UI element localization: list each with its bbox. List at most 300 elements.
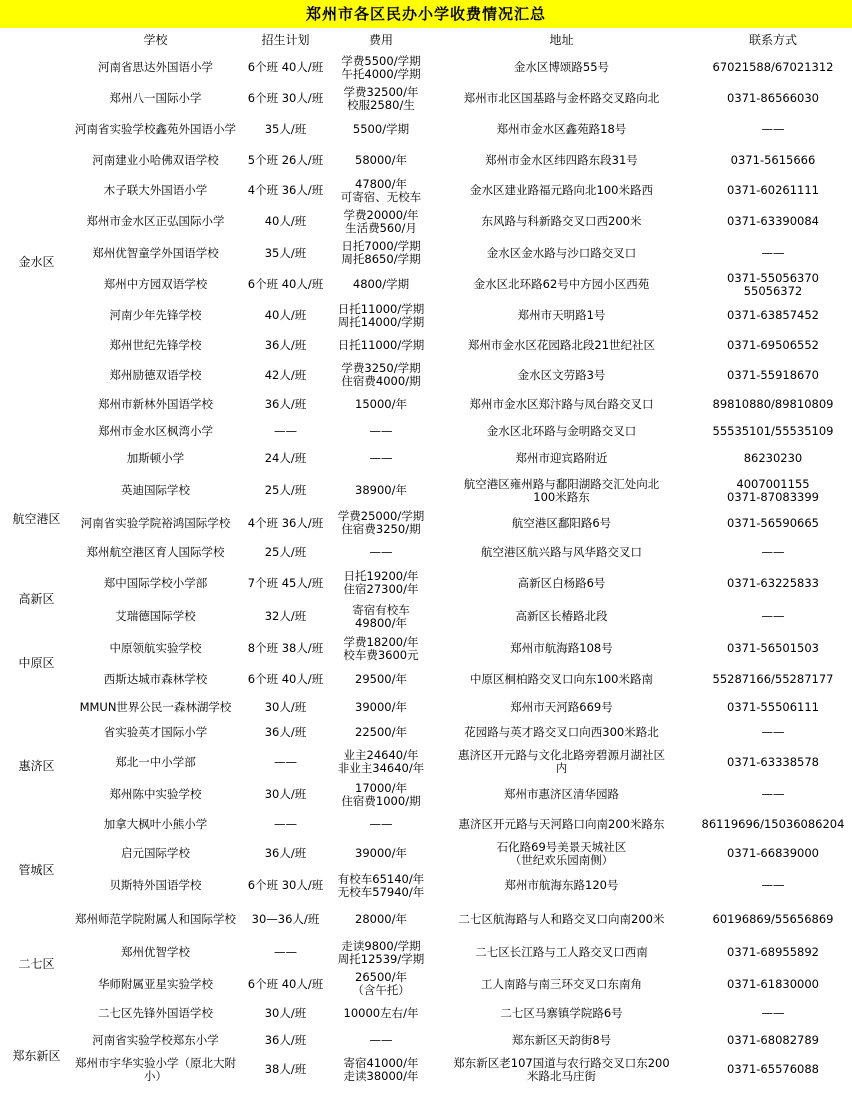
- fee-cell: [333, 1027, 429, 1053]
- fee-line: 住宿费1000/期: [341, 793, 421, 808]
- address-line: 高新区白杨路6号: [517, 575, 606, 590]
- plan-header: 招生计划: [261, 32, 310, 47]
- address-line: 二七区长江路与工人路交叉口西南: [475, 945, 648, 959]
- address-line: 郑州市金水区花园路北段21世纪社区: [467, 338, 656, 352]
- fee-line: 5500/学期: [352, 122, 410, 136]
- address-line: 二七区马寨镇学院路6号: [500, 1006, 623, 1020]
- fee-line: 学费20000/年: [343, 207, 419, 222]
- address-cell: [429, 508, 694, 538]
- fee-cell: [333, 633, 429, 664]
- contact-cell: [694, 538, 852, 566]
- contact-line: 0371-55506111: [727, 699, 819, 714]
- plan-cell: 30人/班: [264, 699, 307, 714]
- plan-cell: 6个班 30人/班: [247, 91, 324, 105]
- address-line: 航空港区航兴路与风华路交叉口: [481, 544, 642, 559]
- school-cell: 郑州优智学校: [121, 945, 190, 959]
- contact-line: 4007001155: [736, 476, 810, 491]
- fee-line: 周托8650/学期: [341, 252, 421, 266]
- contact-cell: [694, 237, 852, 269]
- fee-cell: [333, 175, 429, 206]
- plan-cell: 25人/班: [264, 544, 307, 559]
- address-cell: [429, 937, 694, 968]
- fee-line: 无校车57940/年: [337, 884, 425, 899]
- fee-cell: [333, 114, 429, 145]
- address-line: 惠济区开元路与文化北路旁碧源月湖社区: [458, 748, 665, 762]
- fee-cell: [333, 52, 429, 83]
- address-line: 郑州市金水区郑汴路与凤台路交叉口: [469, 396, 654, 411]
- table-row: [0, 664, 852, 694]
- contact-cell: [694, 390, 852, 418]
- contact-line: 0371-65576088: [727, 1062, 819, 1076]
- address-cell: [429, 600, 694, 633]
- contact-line: ——: [761, 787, 785, 801]
- fee-cell: [333, 664, 429, 694]
- district-cell: 郑东新区: [12, 1049, 61, 1063]
- contact-line: 0371-55918670: [727, 367, 819, 382]
- school-cell: 郑州航空港区育人国际学校: [86, 544, 225, 559]
- fee-line: 47800/年: [355, 176, 407, 191]
- school-cell: 郑州中方园双语学校: [103, 277, 208, 291]
- plan-cell: 7个班 45人/班: [247, 575, 324, 590]
- contact-cell: [694, 145, 852, 175]
- fee-cell: [333, 1000, 429, 1027]
- district-cell: 高新区: [18, 592, 55, 606]
- plan-cell: 42人/班: [264, 367, 307, 382]
- table-row: [0, 175, 852, 206]
- plan-cell: 40人/班: [264, 308, 307, 322]
- contact-line: 67021588/67021312: [712, 60, 834, 74]
- fee-cell: [333, 418, 429, 444]
- contact-cell: [694, 508, 852, 538]
- school-cell: 河南建业小哈佛双语学校: [92, 152, 219, 167]
- school-cell: 郑北一中小学部: [115, 754, 196, 769]
- table-row: [0, 331, 852, 360]
- fee-line: 学费18200/年: [343, 634, 419, 649]
- contact-line: 0371-60261111: [727, 183, 819, 197]
- fee-cell: [333, 600, 429, 633]
- contact-cell: [694, 1027, 852, 1053]
- fee-line: 17000/年: [355, 780, 407, 795]
- table-row: [0, 114, 852, 145]
- plan-cell: 36人/班: [264, 338, 307, 352]
- fee-cell: [333, 720, 429, 745]
- fee-line: 校车费3600元: [343, 647, 419, 662]
- plan-cell: ——: [274, 423, 297, 438]
- contact-line: 55287166/55287177: [712, 671, 834, 686]
- address-line: 郑州市迎宾路附近: [515, 451, 608, 465]
- contact-line: 0371-56501503: [727, 641, 819, 655]
- contact-line: ——: [761, 544, 785, 559]
- address-line: 航空港区鄱阳路6号: [511, 515, 612, 530]
- address-cell: [429, 390, 694, 418]
- contact-line: 60196869/55656869: [712, 912, 834, 926]
- school-cell: 二七区先锋外国语学校: [98, 1006, 213, 1020]
- table-row: [0, 390, 852, 418]
- contact-cell: [694, 810, 852, 838]
- contact-line: ——: [761, 122, 785, 136]
- plan-cell: 35人/班: [264, 122, 307, 136]
- table-row: [0, 473, 852, 508]
- address-cell: [429, 473, 694, 508]
- school-cell: 贝斯特外国语学校: [109, 878, 202, 892]
- address-cell: [429, 52, 694, 83]
- table-row: [0, 538, 852, 566]
- fee-cell: [333, 902, 429, 937]
- address-line: 100米路东: [533, 489, 590, 504]
- address-line: 郑州市天明路1号: [517, 308, 606, 322]
- contact-header: 联系方式: [748, 32, 797, 47]
- plan-cell: 32人/班: [264, 609, 307, 623]
- table-body: [0, 52, 852, 1086]
- fee-line: 学费32500/年: [343, 84, 419, 99]
- contact-cell: [694, 664, 852, 694]
- table-row: [0, 937, 852, 968]
- address-cell: [429, 83, 694, 114]
- district-cell: 惠济区: [18, 758, 55, 773]
- address-cell: [429, 114, 694, 145]
- contact-line: ——: [761, 725, 785, 739]
- address-line: 金水区北环路与金明路交叉口: [486, 423, 637, 438]
- fee-line: 日托11000/学期: [337, 338, 425, 352]
- address-cell: [429, 720, 694, 745]
- table-row: [0, 902, 852, 937]
- contact-line: 86230230: [743, 451, 803, 465]
- address-line: 郑州市金水区鑫苑路18号: [496, 122, 627, 136]
- address-line: 郑东新区老107国道与农行路交叉口东200: [453, 1055, 670, 1070]
- fee-line: 26500/年: [355, 970, 407, 984]
- address-line: 花园路与英才路交叉口向西300米路北: [464, 725, 659, 739]
- table-row: [0, 83, 852, 114]
- district-header: [0, 28, 73, 52]
- contact-cell: [694, 779, 852, 810]
- fee-line: 日托11000/学期: [337, 301, 425, 316]
- contact-line: 0371-63225833: [727, 575, 819, 590]
- fee-line: 29500/年: [355, 671, 407, 686]
- school-cell: 郑州世纪先锋学校: [109, 338, 202, 352]
- district-cell: 航空港区: [12, 512, 61, 526]
- school-cell: 郑州陈中实验学校: [109, 787, 202, 801]
- address-line: 郑州市北区国基路与金杯路交叉路向北: [463, 91, 660, 105]
- fee-cell: [333, 145, 429, 175]
- plan-cell: 6个班 40人/班: [247, 277, 324, 291]
- school-cell: 加拿大枫叶小熊小学: [103, 816, 208, 831]
- plan-cell: ——: [274, 945, 297, 959]
- fee-line: 午托4000/学期: [341, 66, 421, 81]
- plan-cell: 36人/班: [264, 396, 307, 411]
- contact-cell: [694, 600, 852, 633]
- table-row: [0, 869, 852, 902]
- table-row: [0, 838, 852, 869]
- address-line: 金水区建业路福元路向北100米路西: [470, 183, 653, 197]
- contact-line: 0371-66839000: [727, 846, 819, 860]
- table-row: [0, 145, 852, 175]
- fee-line: 住宿费3250/期: [341, 522, 421, 536]
- contact-line: ——: [761, 878, 785, 892]
- address-cell: [429, 331, 694, 360]
- contact-line: 0371-63338578: [727, 754, 819, 769]
- contact-cell: [694, 331, 852, 360]
- contact-cell: [694, 300, 852, 331]
- table-row: [0, 1027, 852, 1053]
- address-cell: [429, 300, 694, 331]
- fee-line: ——: [369, 451, 393, 465]
- school-cell: 河南省实验学校鑫苑外国语小学: [75, 122, 236, 136]
- address-cell: [429, 145, 694, 175]
- contact-cell: [694, 360, 852, 390]
- contact-line: 0371-56590665: [727, 515, 819, 530]
- table-row: [0, 745, 852, 779]
- fee-line: 周托14000/学期: [337, 314, 425, 329]
- address-cell: [429, 566, 694, 600]
- plan-cell: 30人/班: [264, 1006, 307, 1020]
- fee-line: 学费3250/学期: [341, 361, 421, 375]
- plan-cell: 25人/班: [264, 483, 307, 497]
- address-line: 东风路与科新路交叉口西200米: [481, 214, 642, 228]
- fee-cell: [333, 83, 429, 114]
- table-row: [0, 694, 852, 720]
- contact-cell: [694, 694, 852, 720]
- fee-line: 走读38000/年: [343, 1068, 419, 1083]
- plan-cell: 36人/班: [264, 846, 307, 860]
- contact-line: 0371-69506552: [727, 338, 819, 352]
- header-row: [0, 28, 852, 52]
- school-cell: 郑州师范学院附属人和国际学校: [75, 912, 236, 926]
- table-row: [0, 720, 852, 745]
- fee-line: ——: [369, 1032, 393, 1047]
- contact-cell: [694, 206, 852, 237]
- contact-cell: [694, 444, 852, 473]
- table-row: [0, 300, 852, 331]
- school-cell: 中原领航实验学校: [109, 641, 202, 655]
- contact-line: 0371-61830000: [727, 976, 819, 991]
- fee-cell: [333, 566, 429, 600]
- address-line: 中原区桐柏路交叉口向东100米路南: [470, 671, 653, 686]
- fee-line: 58000/年: [355, 152, 407, 167]
- school-cell: 河南省思达外国语小学: [98, 60, 213, 74]
- contact-line: ——: [761, 1006, 785, 1020]
- fee-line: 有校车65140/年: [337, 871, 425, 886]
- fee-cell: [333, 444, 429, 473]
- school-cell: 郑州优智童学外国语学校: [92, 245, 219, 260]
- fee-line: 非业主34640/年: [337, 761, 425, 775]
- school-cell: 省实验英才国际小学: [103, 725, 208, 739]
- school-header: 学校: [143, 32, 168, 47]
- fee-line: ——: [369, 544, 393, 559]
- address-line: 金水区北环路62号中方园小区西苑: [473, 277, 650, 291]
- address-cell: [429, 810, 694, 838]
- fee-line: 10000左右/年: [343, 1006, 419, 1020]
- contact-cell: [694, 902, 852, 937]
- school-cell: 华师附属亚星实验学校: [98, 976, 213, 991]
- fee-cell: [333, 779, 429, 810]
- fee-cell: [333, 331, 429, 360]
- school-cell: 河南少年先锋学校: [109, 308, 202, 322]
- address-line: 米路北马庄街: [527, 1068, 596, 1083]
- contact-cell: [694, 869, 852, 902]
- address-cell: [429, 444, 694, 473]
- address-line: 金水区金水路与沙口路交叉口: [486, 245, 637, 260]
- fee-cell: [333, 937, 429, 968]
- table-row: [0, 1053, 852, 1086]
- contact-line: 0371-55056370: [727, 270, 819, 285]
- contact-cell: [694, 838, 852, 869]
- address-line: 金水区博颂路55号: [513, 60, 610, 74]
- fee-line: 日托19200/年: [343, 569, 419, 583]
- plan-cell: 36人/班: [264, 1032, 307, 1047]
- address-line: 郑州市金水区纬四路东段31号: [485, 152, 638, 167]
- plan-cell: 4个班 36人/班: [247, 515, 324, 530]
- address-cell: [429, 418, 694, 444]
- contact-line: 55056372: [743, 283, 803, 298]
- school-cell: 郑州市新林外国语学校: [98, 396, 213, 411]
- table-row: [0, 269, 852, 300]
- fee-line: ——: [369, 423, 393, 438]
- fee-cell: [333, 538, 429, 566]
- fee-line: 学费25000/学期: [337, 509, 425, 523]
- contact-cell: [694, 937, 852, 968]
- school-cell: 河南省实验学院裕鸿国际学校: [80, 515, 231, 530]
- fee-line: 业主24640/年: [343, 748, 419, 762]
- address-cell: [429, 360, 694, 390]
- address-cell: [429, 745, 694, 779]
- table-row: [0, 52, 852, 83]
- fee-line: 寄宿有校车: [352, 602, 410, 617]
- plan-cell: 36人/班: [264, 725, 307, 739]
- table-row: [0, 360, 852, 390]
- fee-line: 学费5500/学期: [341, 53, 421, 68]
- school-cell: 启元国际学校: [121, 846, 190, 860]
- fee-line: 走读9800/学期: [341, 938, 421, 953]
- address-line: 高新区长椿路北段: [515, 609, 608, 623]
- contact-line: 0371-68955892: [727, 945, 819, 959]
- address-cell: [429, 269, 694, 300]
- address-line: 郑东新区天韵街8号: [511, 1032, 612, 1047]
- school-cell: 英迪国际学校: [121, 483, 190, 497]
- plan-cell: 40人/班: [264, 214, 307, 228]
- address-line: 航空港区雍州路与鄱阳湖路交汇处向北: [463, 476, 660, 491]
- fee-cell: [333, 269, 429, 300]
- contact-cell: [694, 114, 852, 145]
- table-row: [0, 444, 852, 473]
- fee-line: 39000/年: [355, 699, 407, 714]
- address-cell: [429, 838, 694, 869]
- plan-cell: 6个班 40人/班: [247, 671, 324, 686]
- school-cell: 艾瑞德国际学校: [115, 609, 196, 623]
- school-cell: 河南省实验学校郑东小学: [92, 1032, 219, 1047]
- address-cell: [429, 1000, 694, 1027]
- fee-table: [0, 28, 852, 1086]
- fee-cell: [333, 838, 429, 869]
- plan-cell: 24人/班: [264, 451, 307, 465]
- contact-line: ——: [761, 609, 785, 623]
- fee-line: 周托12539/学期: [337, 951, 425, 966]
- contact-line: 0371-86566030: [727, 91, 819, 105]
- fee-line: 38900/年: [355, 483, 407, 497]
- fee-cell: [333, 869, 429, 902]
- contact-cell: [694, 83, 852, 114]
- fee-line: ——: [369, 816, 393, 831]
- plan-cell: 6个班 40人/班: [247, 60, 324, 74]
- plan-cell: ——: [274, 816, 297, 831]
- fee-line: 28000/年: [355, 912, 407, 926]
- contact-cell: [694, 52, 852, 83]
- plan-cell: 35人/班: [264, 245, 307, 260]
- plan-cell: 4个班 36人/班: [247, 183, 324, 197]
- fee-cell: [333, 206, 429, 237]
- table-row: [0, 633, 852, 664]
- plan-cell: 5个班 26人/班: [247, 152, 324, 167]
- district-cell: 管城区: [18, 862, 55, 877]
- contact-line: 0371-68082789: [727, 1032, 819, 1047]
- contact-cell: [694, 968, 852, 1000]
- address-cell: [429, 1027, 694, 1053]
- table-row: [0, 508, 852, 538]
- contact-cell: [694, 720, 852, 745]
- fee-cell: [333, 237, 429, 269]
- school-cell: MMUN世界公民一森林湖学校: [79, 699, 232, 714]
- address-cell: [429, 664, 694, 694]
- fee-cell: [333, 1053, 429, 1086]
- contact-cell: [694, 175, 852, 206]
- fee-line: 4800/学期: [352, 277, 410, 291]
- school-cell: 郑州市金水区枫湾小学: [98, 423, 213, 438]
- fee-line: 49800/年: [355, 615, 407, 630]
- address-line: （世纪欢乐园南侧）: [509, 852, 614, 867]
- contact-line: 0371-63857452: [727, 308, 819, 322]
- fee-line: 可寄宿、无校车: [340, 189, 422, 204]
- plan-cell: 6个班 40人/班: [247, 976, 324, 991]
- fee-line: 22500/年: [355, 725, 407, 739]
- contact-cell: [694, 473, 852, 508]
- address-line: 郑州市惠济区清华园路: [504, 787, 619, 801]
- address-header: 地址: [549, 32, 574, 47]
- school-cell: 郑州励德双语学校: [109, 367, 202, 382]
- address-line: 金水区文劳路3号: [517, 367, 606, 382]
- plan-cell: 6个班 30人/班: [247, 878, 324, 892]
- contact-line: 0371-63390084: [727, 214, 819, 228]
- contact-line: 89810880/89810809: [712, 396, 834, 411]
- school-cell: 加斯顿小学: [126, 451, 185, 465]
- fee-line: 生活费560/月: [345, 220, 417, 235]
- table-row: [0, 566, 852, 600]
- address-cell: [429, 538, 694, 566]
- address-line: 工人南路与南三环交叉口东南角: [481, 976, 642, 991]
- fee-cell: [333, 473, 429, 508]
- district-cell: 中原区: [18, 656, 55, 670]
- fee-line: 日托7000/学期: [341, 239, 421, 253]
- table-row: [0, 968, 852, 1000]
- table-row: [0, 418, 852, 444]
- address-line: 石化路69号美景天城社区: [496, 839, 627, 854]
- contact-cell: [694, 1053, 852, 1086]
- plan-cell: ——: [274, 754, 297, 769]
- contact-line: 0371-5615666: [730, 152, 816, 167]
- address-cell: [429, 694, 694, 720]
- plan-cell: 38人/班: [264, 1062, 307, 1076]
- school-cell: 西斯达城市森林学校: [103, 671, 208, 686]
- fee-line: 寄宿41000/年: [343, 1055, 419, 1070]
- fee-line: 39000/年: [355, 846, 407, 860]
- fee-cell: [333, 745, 429, 779]
- school-cell: 郑州市宇华实验小学（原北大附小）: [75, 1055, 236, 1083]
- school-cell: 郑中国际学校小学部: [103, 575, 208, 590]
- contact-cell: [694, 1000, 852, 1027]
- school-cell: 郑州市金水区正弘国际小学: [86, 214, 225, 228]
- contact-cell: [694, 566, 852, 600]
- fee-cell: [333, 508, 429, 538]
- fee-cell: [333, 968, 429, 1000]
- fee-cell: [333, 390, 429, 418]
